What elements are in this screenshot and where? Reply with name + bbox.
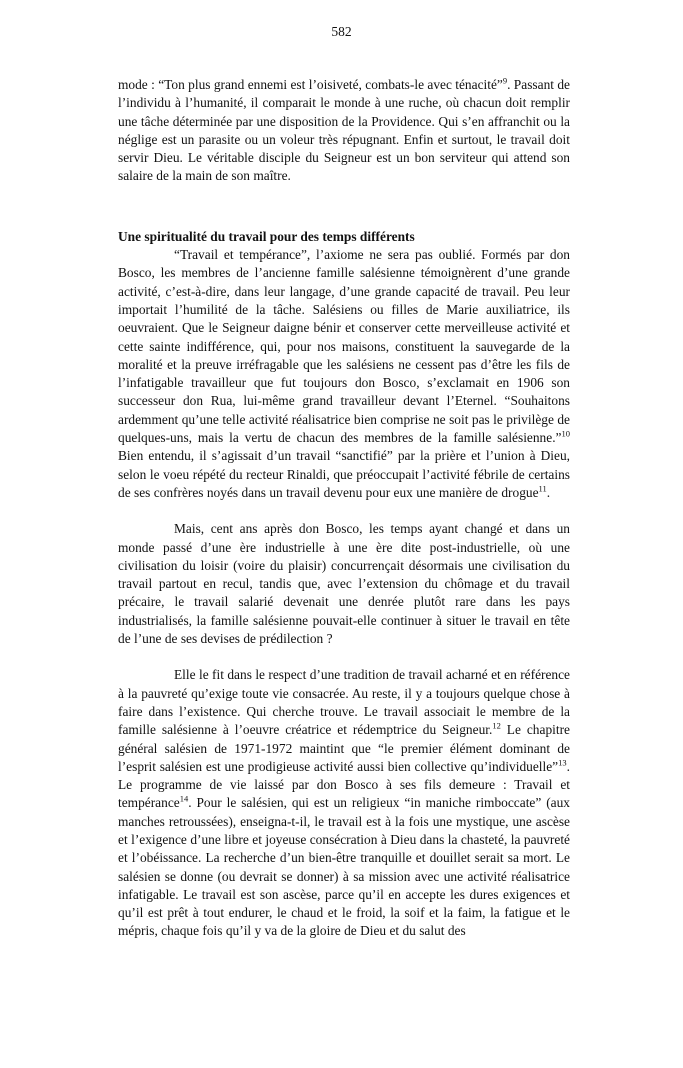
footnote-ref: 11 [538, 483, 547, 494]
paragraph-text: Le chapitre général salésien de 1971-1972 maintint que “le premier élément dominant de l’esprit salésien est une prodigieuse activité aussi bien collective qu’individuelle” [118, 722, 570, 774]
spacer [118, 648, 570, 666]
paragraph-text: Elle le fit dans le respect d’une tradition de travail acharné et en référence à la pauvreté qu’exige toute vie consacrée. Au reste, il y a toujours quelque chose à faire dans l’existence. Qui cherche trouve. Le travail associait le membre de la famille salésienne à l’oeuvre créatrice et rédemptrice du Seigneur. [118, 667, 570, 738]
paragraph-continuation [118, 76, 570, 186]
footnote-ref: 12 [492, 720, 501, 731]
footnote-ref: 13 [558, 757, 567, 768]
paragraph-text: “Travail et tempérance”, l’axiome ne sera pas oublié. Formés par don Bosco, les membres de l’ancienne famille salésienne témoignèrent d’une grande activité, c’est-à-dire, dans leur langage, d’une grande capacité de travail. Peu leur importait l’humilité de la tâche. Salésiens ou filles de Marie auxiliatrice, ils oeuvraient. Que le Seigneur daigne bénir et conserver cette merveilleuse activité et cette sainte indifférence, qui, pour nos maisons, constituent la sauvegarde de la moralité et la preuve irréfragable que les salésiens ne cessent pas d’être les fils de l’infatigable travailleur que fut toujours don Bosco, s’exclamait en 1906 son successeur don Rua, lui-même grand travailleur devant l’Eternel. “Souhaitons ardemment qu’une telle activité réalisatrice bien comprise ne soit pas le privilège de quelques-uns, mais la vertu de chacun des membres de la famille salésienne.” [118, 247, 570, 446]
paragraph-text: . Le programme de vie laissé par don Bosco à ses fils demeure : Travail et tempérance [118, 758, 570, 811]
paragraph [118, 246, 570, 502]
section-heading: Une spiritualité du travail pour des temps différents [118, 228, 415, 244]
paragraph-text: Bien entendu, il s’agissait d’un travail “sanctifié” par la prière et l’union à Dieu, selon le voeu répété du recteur Rinaldi, que préoccupait l’activité fébrile de certains de ses confrères noyés dans un travail devenu pour eux une manière de drogue [118, 448, 570, 500]
page-number: 582 [331, 24, 352, 39]
paragraph-text: . [546, 484, 551, 500]
footnote-ref: 9 [502, 75, 508, 86]
paragraph: Mais, cent ans après don Bosco, les temps ayant changé et dans un monde passé d’une ère industrielle à une ère dite post-industrielle, où une civilisation du loisir (voire du plaisir) concurrençait désormais une civilisation du travail partout en recul, tandis que, avec l’extension du chômage et du travail précaire, le travail salarié devenait une denrée plutôt rare dans les pays industrialisés, la famille salésienne pouvait-elle continuer à situer le travail en tête de l’une de ses devises de prédilection ? [118, 521, 570, 647]
body-text [118, 76, 570, 941]
paragraph-text: . Pour le salésien, qui est un religieux “in maniche rimboccate” (aux manches retroussées), enseigna-t-il, le travail est à la fois une mystique, une ascèse et l’exigence d’une libre et joyeuse consécration à Dieu dans la chasteté, la pauvreté et l’obéissance. La recherche d’un bien-être tranquille et douillet serait sa mort. Le salésien se donne (ou devrait se donner) à sa mission avec une activité réalisatrice infatigable. Le travail est son ascèse, parce qu’il en accepte les dures exigences et qu’il est prêt à tout endurer, le chaud et le froid, la soif et la faim, la fatigue et le mépris, chaque fois qu’il y va de la gloire de Dieu et du salut des [118, 795, 570, 939]
paragraph [118, 666, 570, 940]
footnote-ref: 14 [179, 793, 189, 804]
spacer [118, 186, 570, 228]
paragraph-text: mode : “Ton plus grand ennemi est l’oisiveté, combats-le avec ténacité” [118, 77, 503, 92]
paragraph-text: . Passant de l’individu à l’humanité, il comparait le monde à une ruche, où chacun doit remplir une tâche déterminée par une disposition de la Providence. Qui s’en affranchit ou la néglige est un parasite ou un voleur très répugnant. Enfin et surtout, le travail doit servir Dieu. Le véritable disciple du Seigneur est un bon serviteur qui attend son salaire de la main de son maître. [118, 77, 570, 184]
footnote-ref: 10 [561, 428, 570, 439]
spacer [118, 502, 570, 520]
